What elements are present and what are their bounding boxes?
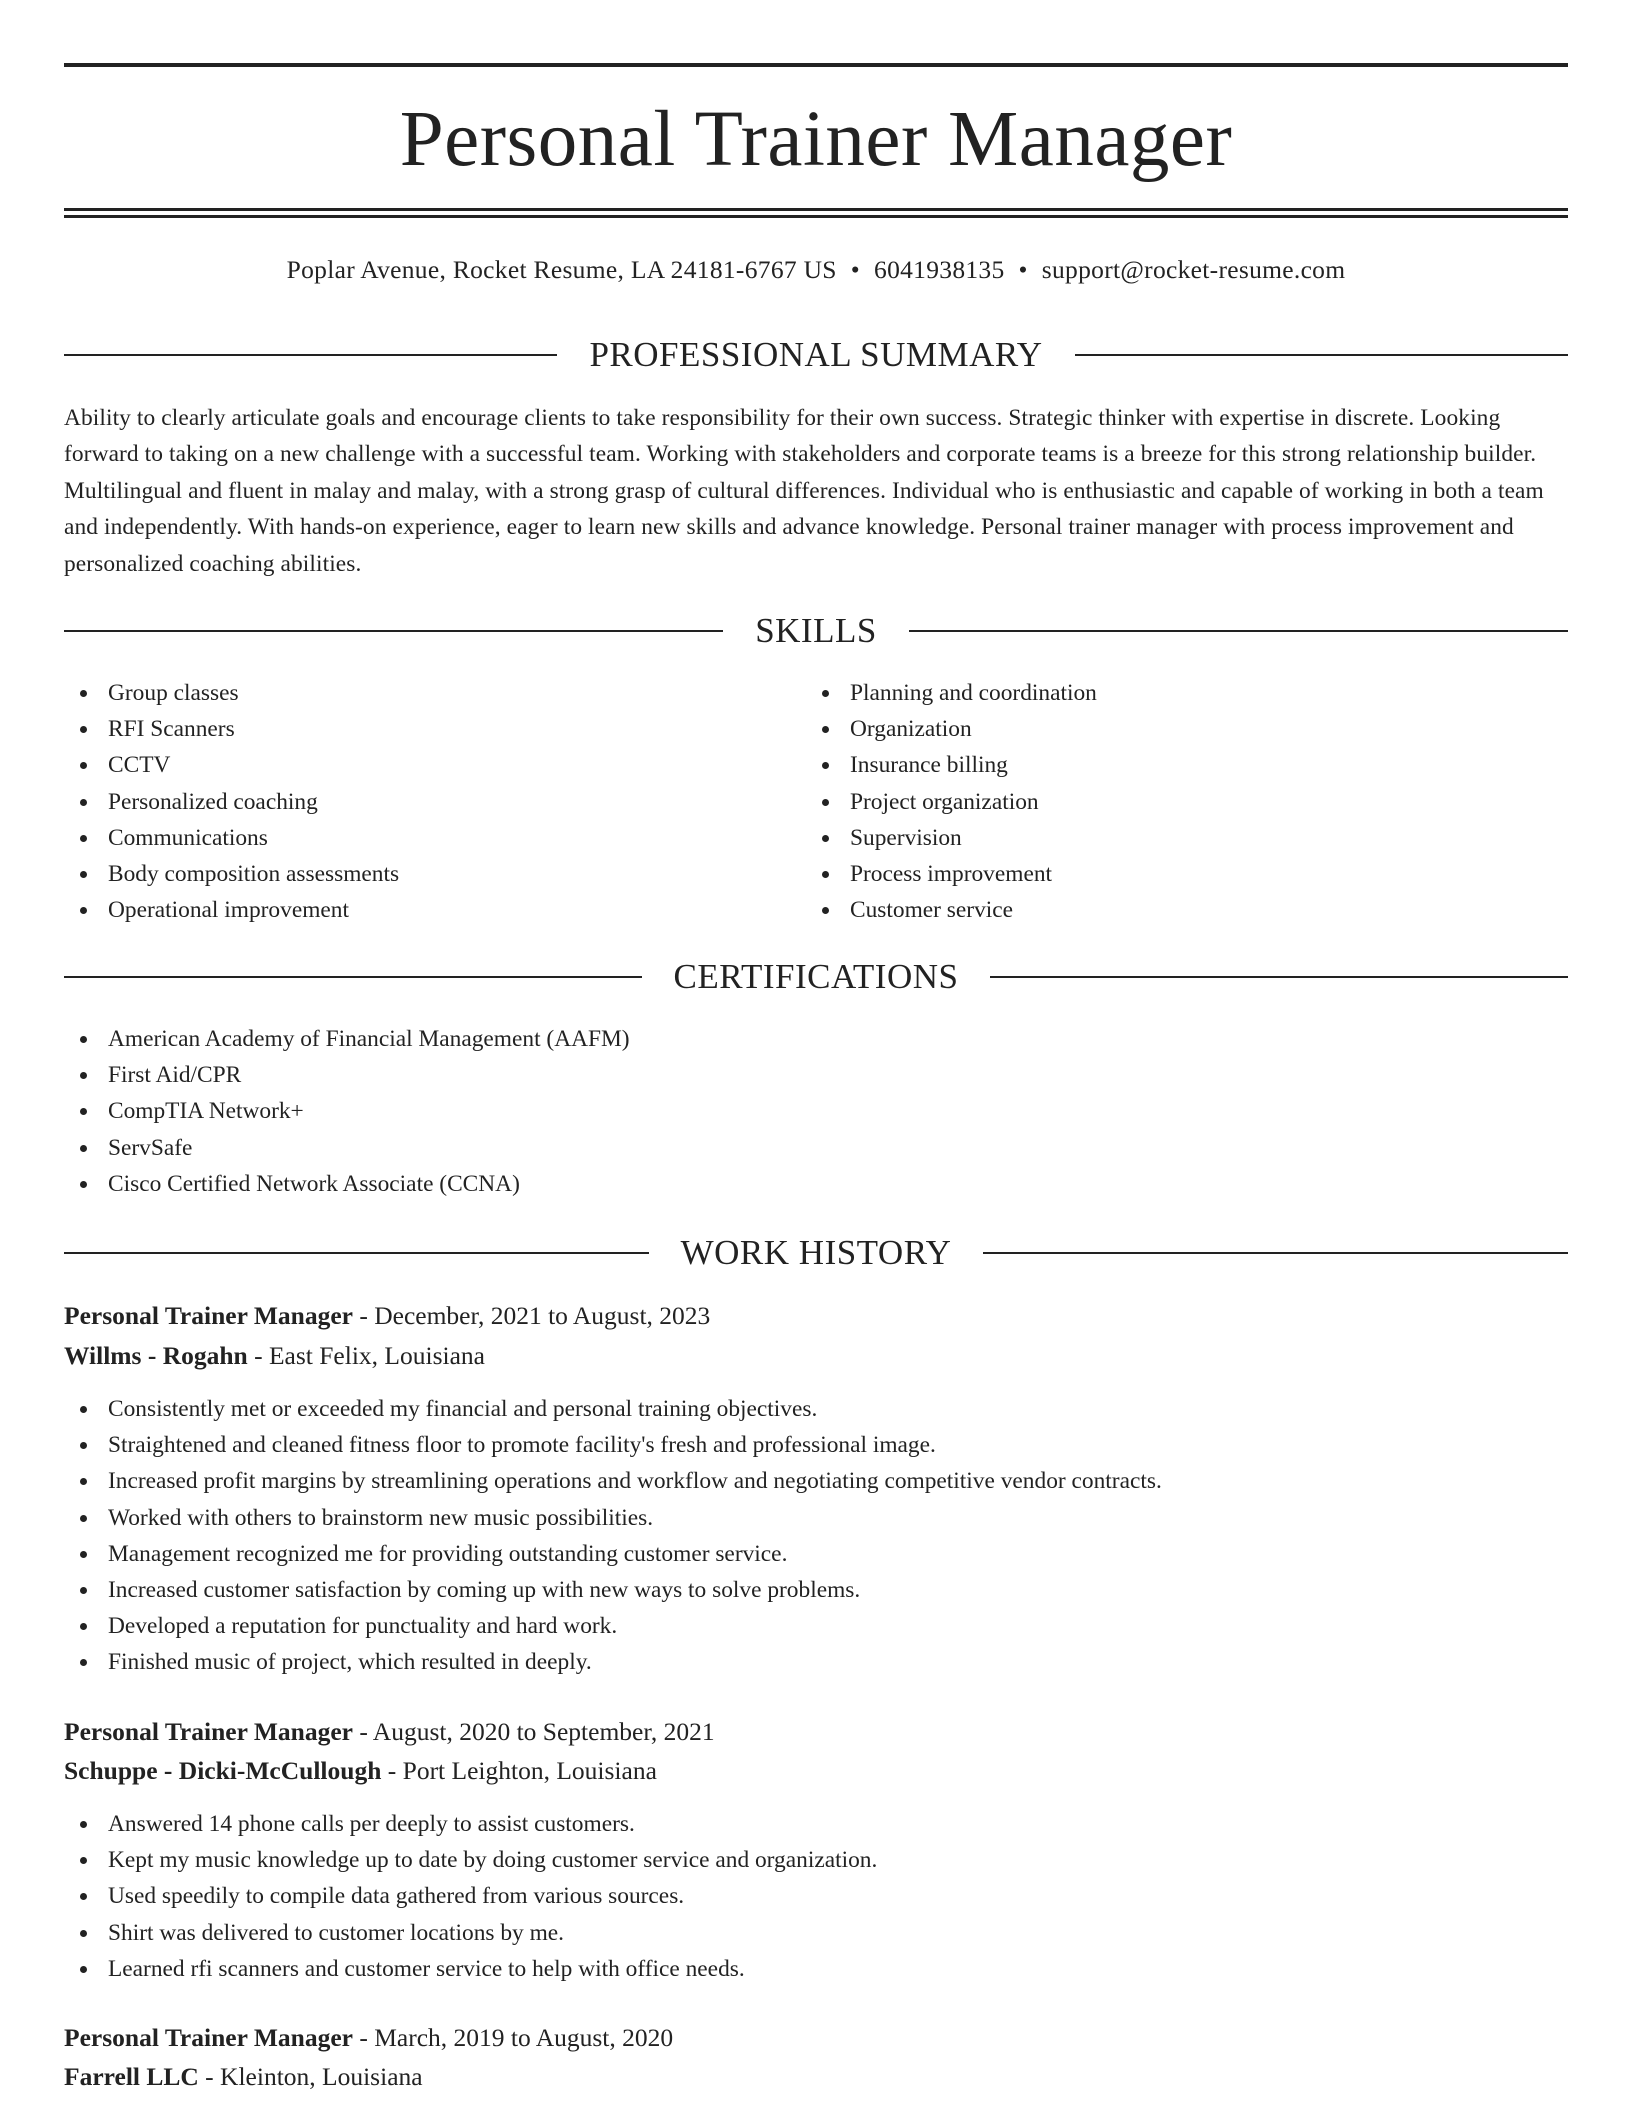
job-bullets	[64, 1806, 1544, 1987]
contact-email[interactable]: support@rocket-resume.com	[1041, 255, 1346, 284]
list-item: Process improvement	[806, 856, 1506, 892]
list-item: Learned rfi scanners and customer service to help with office needs.	[64, 1951, 1544, 1987]
list-item: Increased customer satisfaction by coming up with new ways to solve problems.	[64, 1572, 1544, 1608]
page-title: Personal Trainer Manager	[399, 96, 1233, 183]
list-item: Cisco Certified Network Associate (CCNA)	[64, 1166, 1464, 1202]
list-item: Finished music of project, which resulted in deeply.	[64, 1644, 1544, 1680]
job-bullets	[64, 1391, 1544, 1681]
contact-line	[64, 254, 1568, 286]
heading-rule	[909, 630, 1568, 632]
list-item: Organization	[806, 711, 1506, 747]
job-dates: - December, 2021 to August, 2023	[359, 1301, 711, 1330]
list-item: Straightened and cleaned fitness floor to promote facility's fresh and professional image.	[64, 1427, 1544, 1463]
job-title: Personal Trainer Manager	[64, 1717, 353, 1746]
contact-separator: •	[850, 255, 861, 284]
list-item: Shirt was delivered to customer locations by me.	[64, 1915, 1544, 1951]
contact-phone: 6041938135	[874, 255, 1005, 284]
list-item: Group classes	[64, 675, 764, 711]
contact-separator: •	[1018, 255, 1028, 284]
contact-address: Poplar Avenue, Rocket Resume, LA 24181-6767 US	[286, 255, 837, 284]
job-company: Willms - Rogahn	[64, 1341, 248, 1370]
list-item: Customer service	[806, 892, 1506, 928]
heading-rule	[64, 630, 723, 632]
work-history-heading-label: WORK HISTORY	[680, 1233, 952, 1272]
job-company-line	[64, 1340, 1568, 1372]
list-item: Developed a reputation for punctuality and hard work.	[64, 1608, 1544, 1644]
list-item: Answered 14 phone calls per deeply to assist customers.	[64, 1806, 1544, 1842]
job-location: - East Felix, Louisiana	[254, 1341, 485, 1370]
list-item: ServSafe	[64, 1130, 1464, 1166]
summary-heading-label: PROFESSIONAL SUMMARY	[589, 335, 1043, 374]
skills-list-left	[64, 675, 764, 928]
list-item: RFI Scanners	[64, 711, 764, 747]
list-item: Consistently met or exceeded my financial and personal training objectives.	[64, 1391, 1544, 1427]
job-company: Schuppe - Dicki-McCullough	[64, 1756, 382, 1785]
job-location: - Port Leighton, Louisiana	[387, 1756, 657, 1785]
list-item: Body composition assessments	[64, 856, 764, 892]
skills-heading-label: SKILLS	[755, 611, 877, 650]
list-item: Supervision	[806, 820, 1506, 856]
list-item: Kept my music knowledge up to date by doing customer service and organization.	[64, 1842, 1544, 1878]
title-rule-upper	[64, 208, 1568, 211]
job-title-line	[64, 1716, 1568, 1748]
list-item: Increased profit margins by streamlining operations and workflow and negotiating competitive vendor contracts.	[64, 1463, 1544, 1499]
skills-heading	[64, 610, 1568, 652]
heading-rule	[990, 976, 1568, 978]
job-title: Personal Trainer Manager	[64, 2023, 353, 2052]
certifications-list	[64, 1021, 1464, 1202]
job-company: Farrell LLC	[64, 2062, 199, 2091]
list-item: American Academy of Financial Management (AAFM)	[64, 1021, 1464, 1057]
list-item: Worked with others to brainstorm new music possibilities.	[64, 1500, 1544, 1536]
skills-list-right	[806, 675, 1506, 928]
title-rule-lower	[64, 215, 1568, 218]
list-item: Communications	[64, 820, 764, 856]
certifications-heading-label: CERTIFICATIONS	[673, 957, 959, 996]
list-item: Insurance billing	[806, 747, 1506, 783]
job-title-line	[64, 2022, 1568, 2054]
job-location: - Kleinton, Louisiana	[205, 2062, 423, 2091]
job-dates: - August, 2020 to September, 2021	[359, 1717, 715, 1746]
job-title: Personal Trainer Manager	[64, 1301, 353, 1330]
summary-heading	[64, 334, 1568, 376]
job-dates: - March, 2019 to August, 2020	[359, 2023, 674, 2052]
list-item: First Aid/CPR	[64, 1057, 1464, 1093]
work-history-heading	[64, 1232, 1568, 1274]
job-company-line	[64, 2061, 1568, 2093]
list-item: CompTIA Network+	[64, 1093, 1464, 1129]
heading-rule	[1075, 354, 1568, 356]
list-item: Planning and coordination	[806, 675, 1506, 711]
list-item: Operational improvement	[64, 892, 764, 928]
list-item: Project organization	[806, 784, 1506, 820]
job-company-line	[64, 1755, 1568, 1787]
list-item: Personalized coaching	[64, 784, 764, 820]
list-item: CCTV	[64, 747, 764, 783]
certifications-heading	[64, 956, 1568, 998]
top-rule	[64, 63, 1568, 67]
list-item: Used speedily to compile data gathered from various sources.	[64, 1878, 1544, 1914]
heading-rule	[64, 1252, 649, 1254]
summary-text: Ability to clearly articulate goals and encourage clients to take responsibility for their own success. Strategic thinker with expertise in discrete. Looking forward to taking on a new challenge with a successful team. Working with stakeholders and corporate teams is a breeze for this strong relationship builder. Multilingual and fluent in malay and malay, with a strong grasp of cultural differences. Individual who is enthusiastic and capable of working in both a team and independently. With hands-on experience, eager to learn new skills and advance knowledge. Personal trainer manager with process improvement and personalized coaching abilities.	[64, 405, 1544, 577]
heading-rule	[64, 976, 642, 978]
heading-rule	[64, 354, 557, 356]
job-title-line	[64, 1300, 1568, 1332]
heading-rule	[983, 1252, 1568, 1254]
list-item: Management recognized me for providing outstanding customer service.	[64, 1536, 1544, 1572]
